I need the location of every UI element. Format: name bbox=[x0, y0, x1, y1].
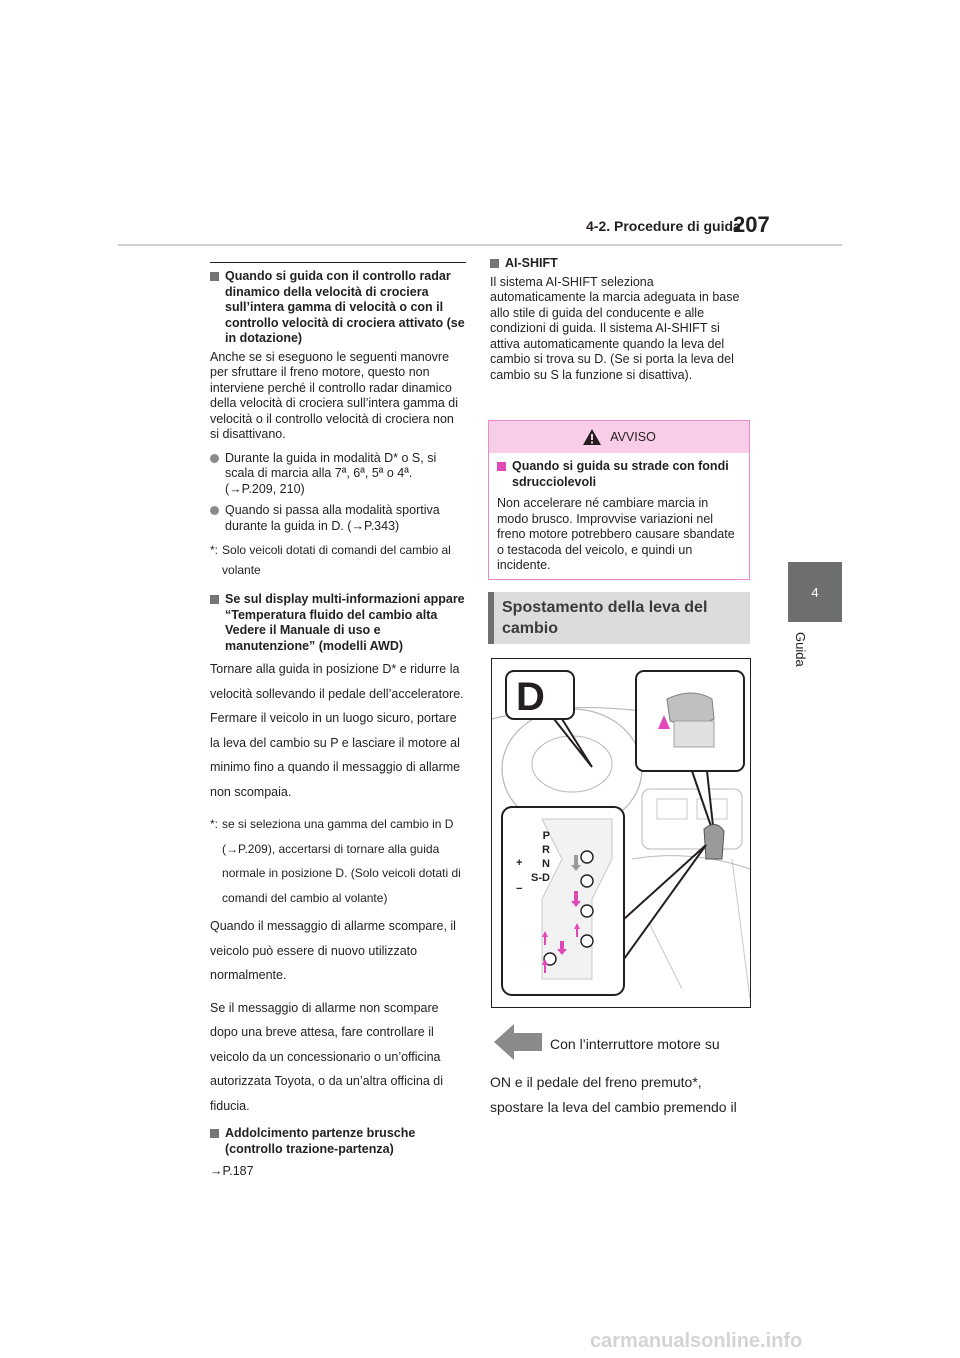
warning-text: Non accelerare né cambiare marcia in modo brusco. Improvvise variazioni nel freno motore potrebbero causare sbandate o testacoda del veicolo, e quindi un incidente. bbox=[497, 496, 735, 572]
transmission-text: Quando il messaggio di allarme scompare, il veicolo può essere di nuovo utilizzato normalmente. bbox=[210, 919, 456, 982]
round-bullet-icon bbox=[210, 454, 219, 463]
section-title: Spostamento della leva del cambio bbox=[502, 599, 708, 637]
bullet-item: Durante la guida in modalità D* o S, si scala di marcia alla 7ª, 6ª, 5ª o 4ª. (→P.209, 210) bbox=[210, 451, 466, 498]
heading-transmission-temp: Se sul display multi-informazioni appare “Temperatura fluido del cambio alta Vedere il Manuale di uso e manutenzione” (modelli AWD) bbox=[210, 592, 466, 654]
gate-label: R bbox=[542, 844, 550, 856]
gear-d-label: D bbox=[516, 675, 545, 719]
chapter-label: Guida bbox=[793, 632, 808, 667]
step-arrow-icon bbox=[494, 1024, 542, 1060]
minus-label: − bbox=[516, 883, 523, 895]
warning-triangle-icon bbox=[582, 428, 602, 446]
page-reference: →P.187 bbox=[210, 1164, 254, 1178]
gate-labels bbox=[520, 829, 550, 885]
gate-label: N bbox=[542, 858, 550, 870]
watermark: carmanualsonline.info bbox=[590, 1330, 803, 1352]
footnote: *: se si seleziona una gamma del cambio in D (→P.209), accertarsi di tornare alla guida normale in posizione D. (Solo veicoli dotati di comandi del cambio al volante) bbox=[210, 817, 461, 905]
square-bullet-icon bbox=[210, 1129, 219, 1138]
square-bullet-icon bbox=[210, 272, 219, 281]
transmission-text: Se il messaggio di allarme non scompare dopo una breve attesa, fare controllare il veicolo da un concessionario o un’officina autorizzata Toyota, o da un’altra officina di fiducia. bbox=[210, 1000, 444, 1113]
section-header: 4-2. Procedure di guida bbox=[586, 218, 741, 234]
header-divider bbox=[118, 244, 842, 246]
transmission-text: Tornare alla guida in posizione D* e ridurre la velocità sollevando il pedale dell’acceleratore. Fermare il veicolo in un luogo sicuro, portare la leva del cambio su P e lasciare il motore al minimo fino a quando il messaggio di allarme non scompaia. bbox=[210, 662, 464, 799]
cruise-control-text: Anche se si eseguono le seguenti manovre per sfruttare il freno motore, questo non interviene perché il controllo radar dinamico della velocità di crociera sull’intera gamma di velocità o il controllo velocità di crociera non si disattivano. bbox=[210, 349, 459, 441]
gate-label: S-D bbox=[531, 872, 550, 884]
warning-heading: Quando si guida su strade con fondi sdrucciolevoli bbox=[497, 459, 741, 490]
right-column bbox=[490, 256, 750, 391]
shift-lever-figure bbox=[491, 658, 751, 1008]
square-bullet-icon bbox=[210, 595, 219, 604]
square-bullet-icon bbox=[497, 462, 506, 471]
instruction-line-2: ON e il pedale del freno premuto*, spostare la leva del cambio premendo il bbox=[490, 1074, 737, 1115]
plus-label: + bbox=[516, 857, 523, 869]
heading-ai-shift: AI-SHIFT bbox=[490, 256, 750, 272]
heading-start-control: Addolcimento partenze brusche (controllo trazione-partenza) bbox=[210, 1126, 466, 1157]
chapter-tab: 4 bbox=[788, 562, 842, 622]
warning-title: AVVISO bbox=[610, 430, 656, 444]
page-number: 207 bbox=[733, 212, 770, 237]
footnote: *: Solo veicoli dotati di comandi del cambio al volante bbox=[210, 543, 451, 577]
warning-header bbox=[489, 421, 749, 453]
gate-label: P bbox=[542, 830, 550, 842]
heading-cruise-control: Quando si guida con il controllo radar dinamico della velocità di crociera sull’intera gamma di velocità o con il controllo velocità di crociera attivato (se in dotazione) bbox=[210, 269, 466, 347]
warning-body bbox=[489, 453, 749, 580]
bullet-item: Quando si passa alla modalità sportiva durante la guida in D. (→P.343) bbox=[210, 503, 466, 534]
instruction-line-1: Con l’interruttore motore su bbox=[550, 1036, 720, 1052]
left-column bbox=[210, 262, 466, 1190]
warning-box bbox=[488, 420, 750, 580]
square-bullet-icon bbox=[490, 259, 499, 268]
section-accent-bar bbox=[488, 592, 494, 644]
ai-shift-text: Il sistema AI-SHIFT seleziona automaticamente la marcia adeguata in base allo stile di guida del conducente e alle condizioni di guida. Il sistema AI-SHIFT si attiva automaticamente quando la leva del cambio si trova su D. (Se si porta la leva del cambio su S la funzione si disattiva). bbox=[490, 274, 740, 382]
round-bullet-icon bbox=[210, 506, 219, 515]
